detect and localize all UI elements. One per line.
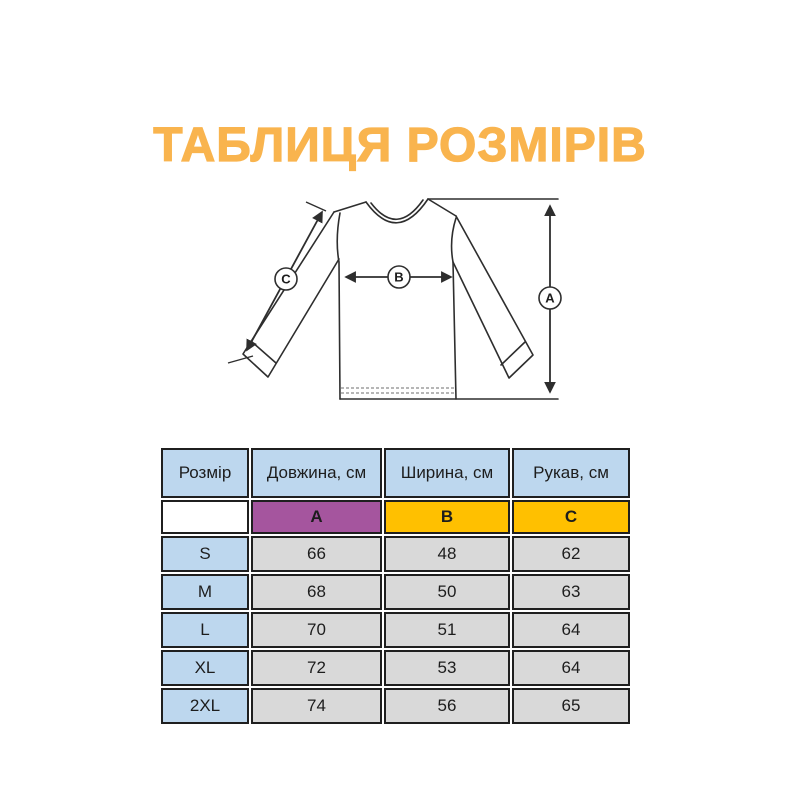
header-cell-size: Розмір: [161, 448, 249, 498]
shirt-measurement-diagram: [220, 186, 592, 412]
value-cell: 64: [512, 612, 630, 648]
shirt-sketch: [243, 199, 558, 399]
size-cell: S: [161, 536, 249, 572]
value-cell: 63: [512, 574, 630, 610]
page-title: ТАБЛИЦЯ РОЗМІРІВ: [153, 119, 647, 172]
value-cell: 53: [384, 650, 510, 686]
dim-cell-a: A: [251, 500, 382, 534]
value-cell: 50: [384, 574, 510, 610]
table-header-row: [161, 448, 630, 498]
dimension-label-c: C: [281, 271, 291, 287]
dimension-label-a: A: [545, 290, 555, 306]
size-cell: L: [161, 612, 249, 648]
dimension-arrow-b: [346, 266, 451, 288]
size-table: [159, 446, 632, 726]
size-cell: M: [161, 574, 249, 610]
dim-cell-b: B: [384, 500, 510, 534]
hem-stitch-lines: [341, 388, 455, 393]
header-cell-width: Ширина, см: [384, 448, 510, 498]
table-row-m: [161, 574, 630, 610]
table-row-l: [161, 612, 630, 648]
size-cell: XL: [161, 650, 249, 686]
dim-cell-c: C: [512, 500, 630, 534]
value-cell: 72: [251, 650, 382, 686]
value-cell: 68: [251, 574, 382, 610]
dimension-label-b: B: [394, 269, 404, 285]
value-cell: 51: [384, 612, 510, 648]
table-row-xl: [161, 650, 630, 686]
value-cell: 56: [384, 688, 510, 724]
header-cell-sleeve: Рукав, см: [512, 448, 630, 498]
value-cell: 70: [251, 612, 382, 648]
size-cell: 2XL: [161, 688, 249, 724]
dimension-arrow-c: [228, 202, 326, 363]
table-row-s: [161, 536, 630, 572]
value-cell: 62: [512, 536, 630, 572]
table-row-2xl: [161, 688, 630, 724]
value-cell: 65: [512, 688, 630, 724]
value-cell: 64: [512, 650, 630, 686]
dimension-arrow-a: [539, 206, 561, 392]
dim-cell-blank: [161, 500, 249, 534]
value-cell: 66: [251, 536, 382, 572]
value-cell: 48: [384, 536, 510, 572]
value-cell: 74: [251, 688, 382, 724]
header-cell-length: Довжина, см: [251, 448, 382, 498]
dimension-letter-row: [161, 500, 630, 534]
